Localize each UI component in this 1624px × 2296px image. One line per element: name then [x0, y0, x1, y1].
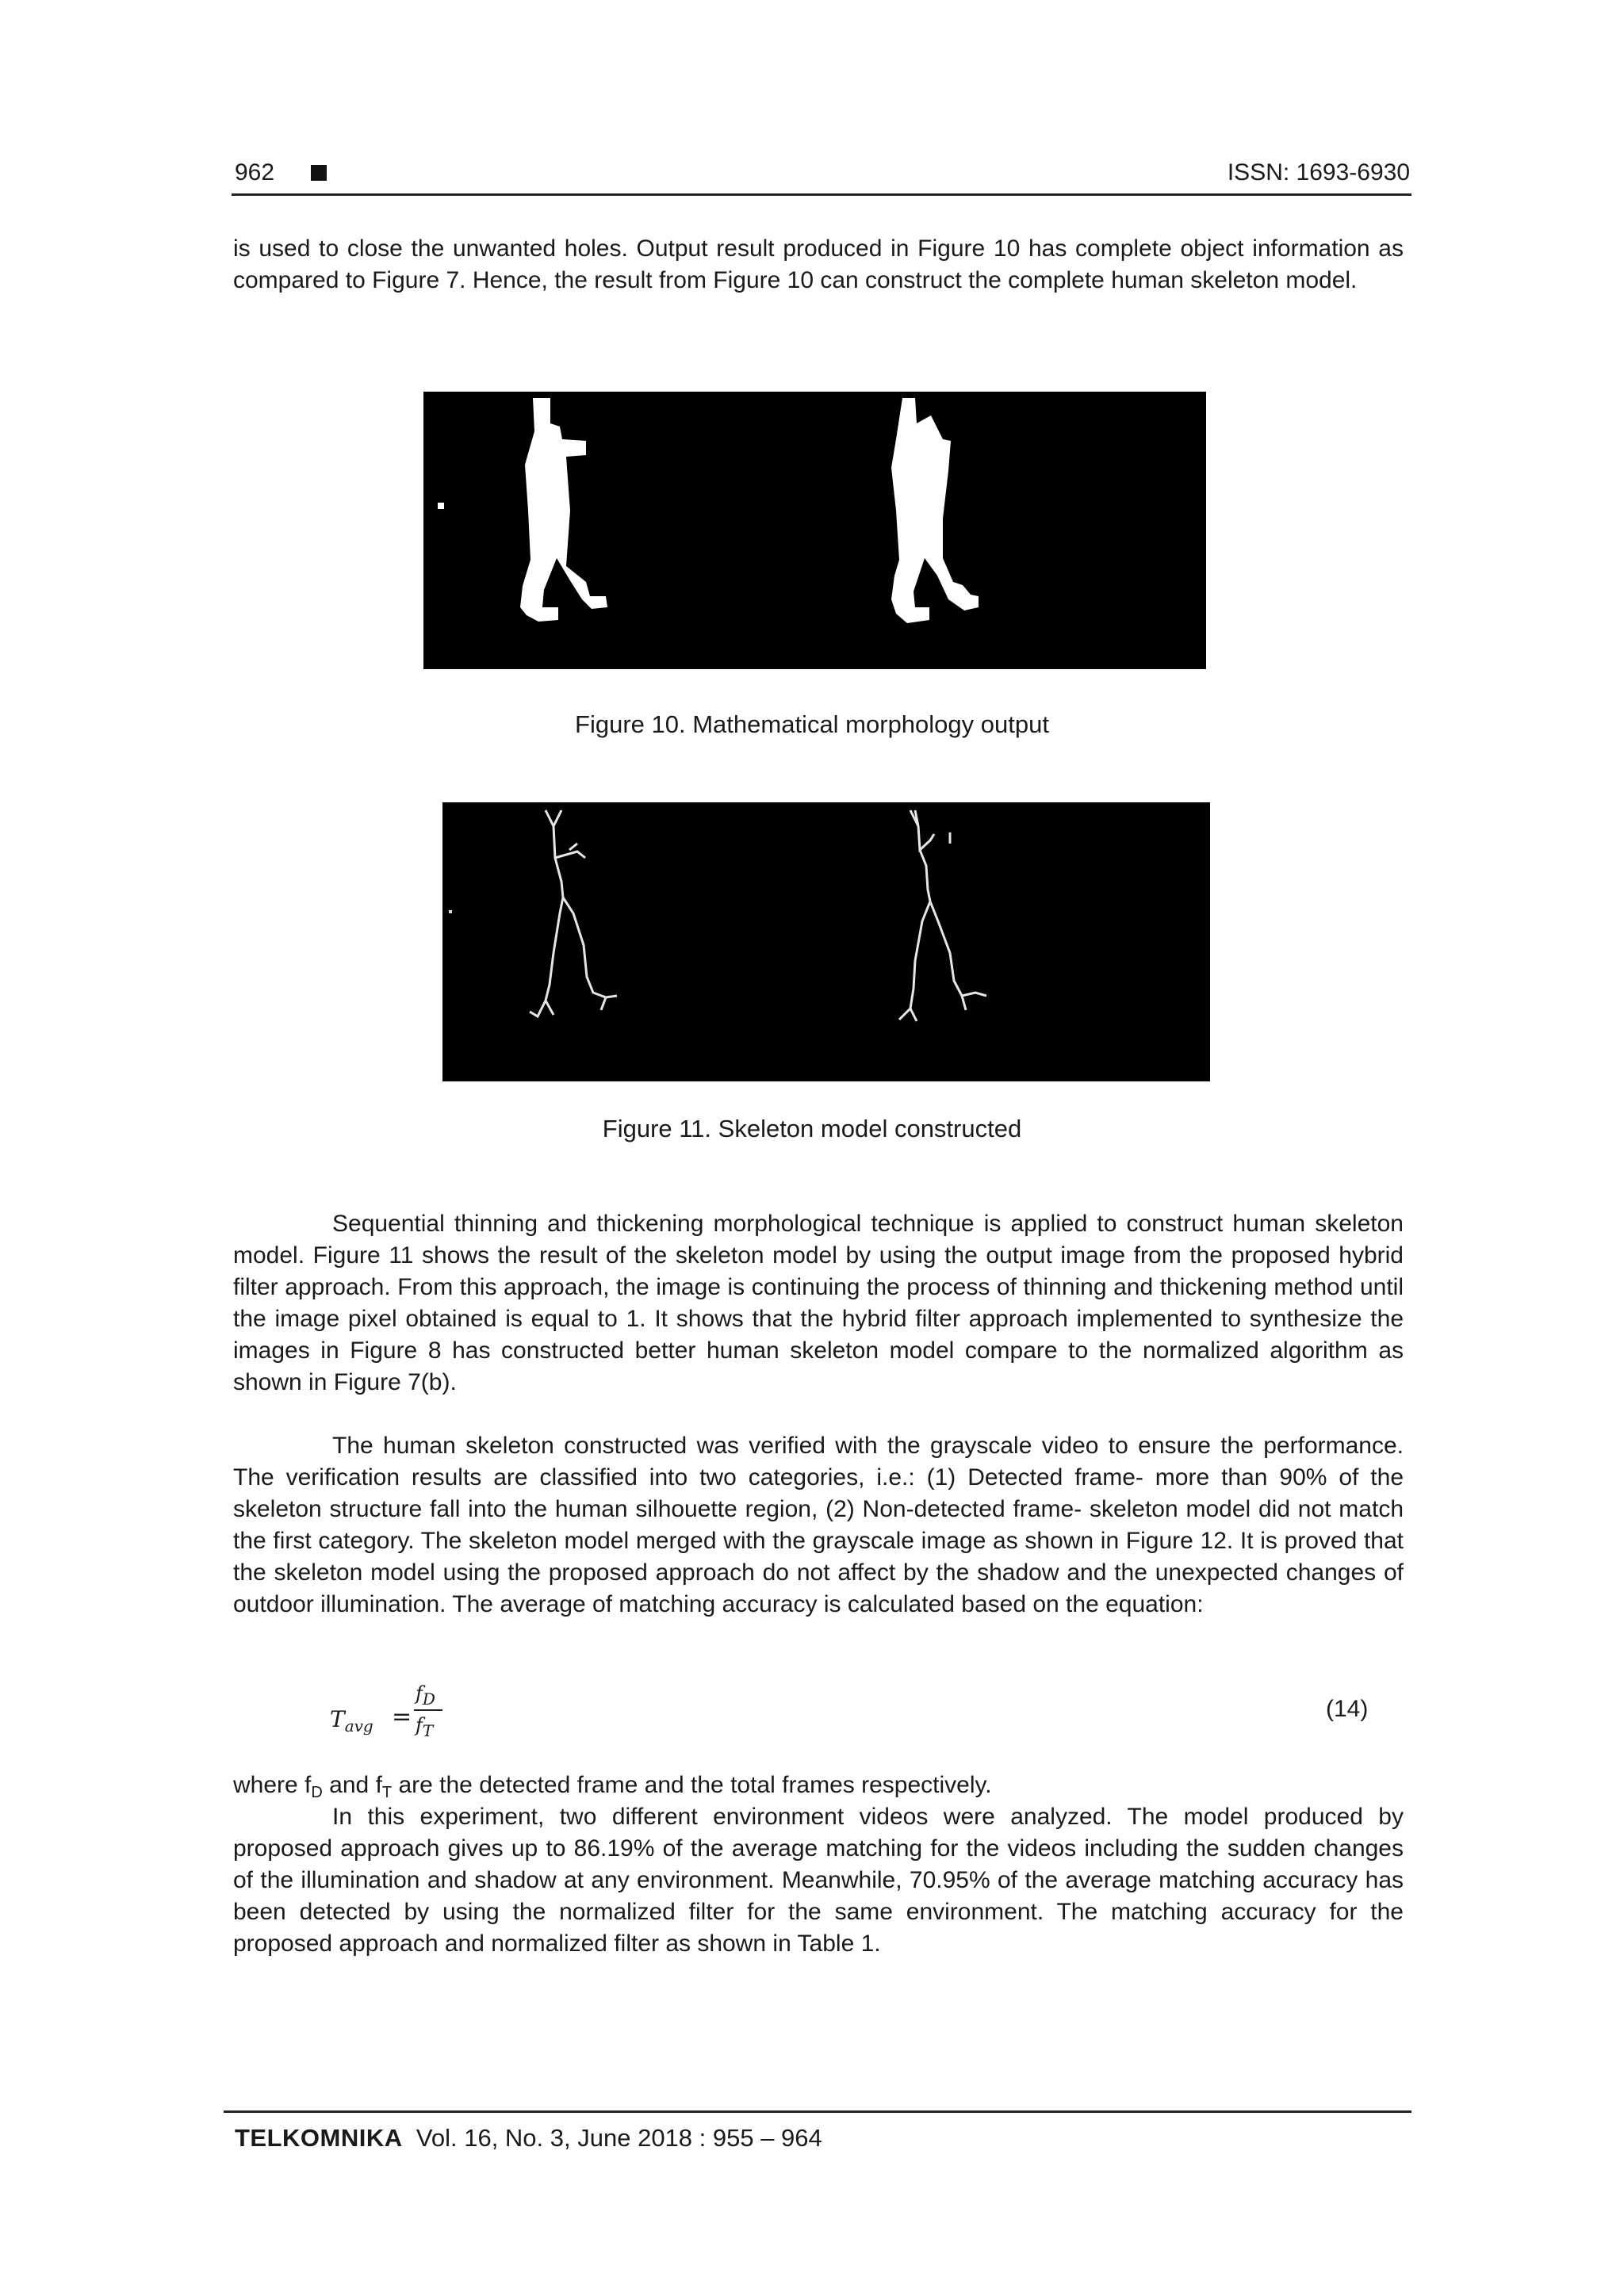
footer-rule — [224, 2110, 1411, 2113]
equation-numerator: $f_D$ — [416, 1682, 435, 1709]
silhouette-left — [520, 398, 607, 622]
figure-10-image — [423, 392, 1206, 669]
paragraph-verification: The human skeleton constructed was verified with the grayscale video to ensure the performance. The verification results are classified into two categories, i.e.: (1) Detected frame- more than 90% of the skeleton structure fall into the human silhouette region, (2) Non-detected frame- skeleton model did not match the first category. The skeleton model merged with the grayscale image as shown in Figure 12. It is proved that the skeleton model using the proposed approach do not affect by the shadow and the unexpected changes of outdoor illumination. The average of matching accuracy is calculated based on the equation: — [233, 1433, 1404, 1617]
footer-volume: Vol. 16, No. 3, June 2018 : 955 – 964 — [416, 2124, 822, 2152]
equation-equals: = — [392, 1703, 412, 1731]
page-number: 962 — [235, 159, 275, 186]
journal-issn: ISSN: 1693-6930 — [1227, 159, 1410, 186]
skeleton-right — [899, 810, 986, 1021]
equation-14 — [330, 1682, 488, 1746]
equation-lhs: $T_{avg}$ — [330, 1706, 373, 1735]
equation-number: (14) — [1326, 1696, 1369, 1722]
paragraph-skeleton-construction: Sequential thinning and thickening morphological technique is applied to construct human skeleton model. Figure 11 shows the result of the skeleton model by using the output image from the proposed hybrid filter approach. From this approach, the image is continuing the process of thinning and thickening method until the image pixel obtained is equal to 1. It shows that the hybrid filter approach implemented to synthesize the images in Figure 8 has constructed better human skeleton model compare to the normalized algorithm as shown in Figure 7(b). — [233, 1211, 1404, 1395]
header-square-bullet — [311, 165, 327, 181]
footer-citation — [235, 2122, 822, 2155]
silhouette-right — [891, 398, 979, 623]
skeleton-figures — [442, 802, 1210, 1081]
header-rule — [232, 193, 1411, 196]
figure-11-caption: Figure 11. Skeleton model constructed — [602, 1115, 1022, 1142]
figure-10-caption: Figure 10. Mathematical morphology output — [575, 710, 1049, 738]
footer-journal: TELKOMNIKA — [235, 2124, 403, 2152]
silhouette-figures — [423, 392, 1206, 669]
figure-11-image — [442, 802, 1210, 1081]
equation-denominator: $f_T$ — [416, 1714, 434, 1740]
fraction-bar — [414, 1709, 442, 1711]
paragraph-intro: is used to close the unwanted holes. Output result produced in Figure 10 has complete object information as compared to Figure 7. Hence, the result from Figure 10 can construct the complete human skeleton model. — [233, 235, 1404, 293]
equation-explanation: where $f_D$ and $f_T$ are the detected frame and the total frames respectively. — [233, 1772, 992, 1801]
skeleton-left — [530, 810, 617, 1016]
paragraph-experiment: In this experiment, two different environment videos were analyzed. The model produced by proposed approach gives up to 86.19% of the average matching for the videos including the sudden changes of the illumination and shadow at any environment. Meanwhile, 70.95% of the average matching accuracy has been detected by using the normalized filter for the same environment. The matching accuracy for the proposed approach and normalized filter as shown in Table 1. — [233, 1804, 1404, 1957]
